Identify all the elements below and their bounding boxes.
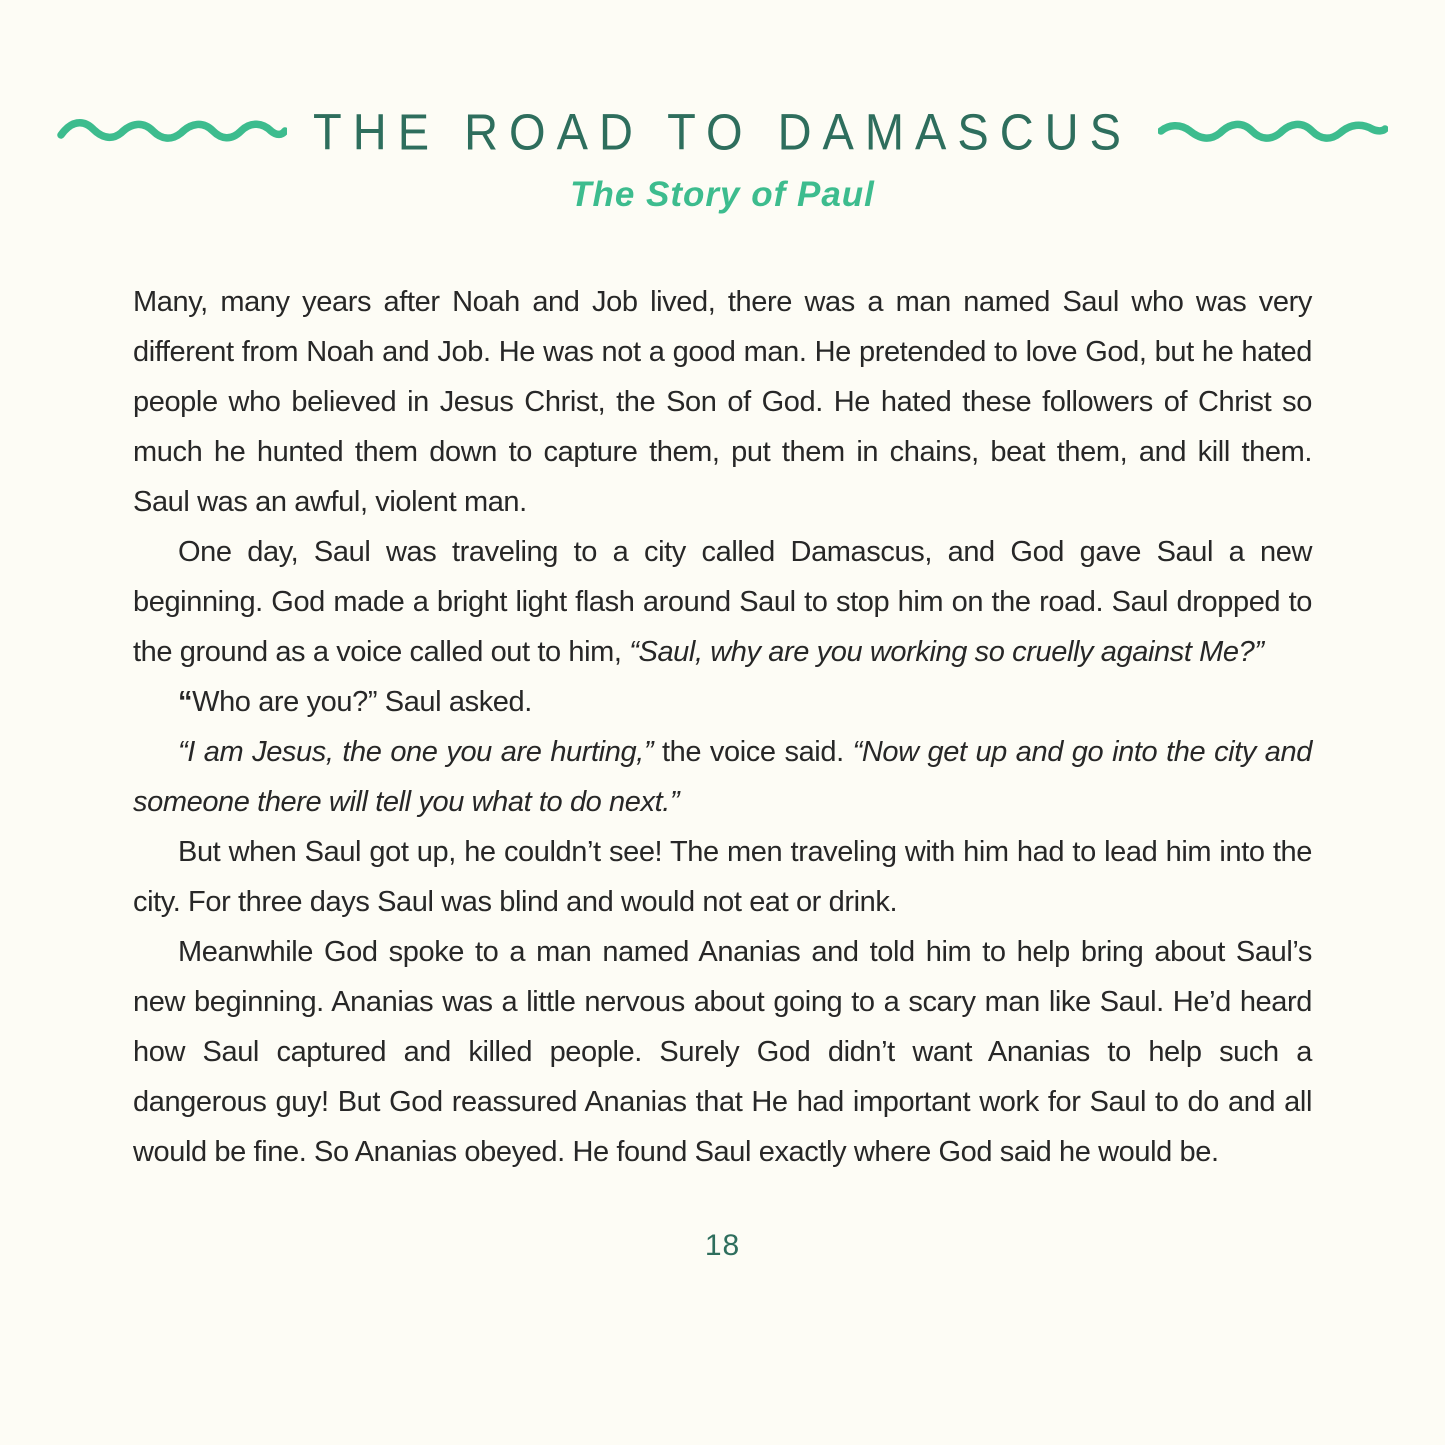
text-run: Who are you?” Saul asked. (192, 686, 532, 718)
wave-divider-left-icon (57, 115, 287, 149)
story-paragraph (133, 277, 1312, 527)
text-run-italic: “I am Jesus, the one you are hurting,” (178, 736, 654, 768)
story-paragraph (133, 677, 1312, 727)
text-run: One day, Saul was traveling to a city called Damascus, and God gave Saul a new beginning. God made a bright light flash around Saul to stop him on the road. Saul dropped to the ground as a voice called out to him, (133, 536, 1312, 668)
text-run-bold: “ (178, 686, 193, 718)
text-run: Many, many years after Noah and Job lived, there was a man named Saul who was very different from Noah and Job. He was not a good man. He pretended to love God, but he hated people who believed in Jesus Christ, the Son of God. He hated these followers of Christ so much he hunted them down to capture them, put them in chains, beat them, and kill them. Saul was an awful, violent man. (133, 286, 1312, 518)
text-run: the voice said. (653, 736, 853, 768)
text-run-italic: “Saul, why are you working so cruelly against Me?” (629, 636, 1264, 668)
text-run: But when Saul got up, he couldn’t see! The men traveling with him had to lead him into the city. For three days Saul was blind and would not eat or drink. (133, 836, 1312, 918)
story-paragraph (133, 827, 1312, 927)
story-paragraph (133, 727, 1312, 827)
story-paragraph (133, 527, 1312, 677)
page-number: 18 (704, 1229, 741, 1262)
page-footer (133, 1229, 1312, 1263)
title-row (133, 104, 1312, 159)
page-subtitle: The Story of Paul (570, 175, 875, 214)
page-title: THE ROAD TO DAMASCUS (313, 102, 1132, 161)
wave-divider-right-icon (1158, 115, 1388, 149)
chapter-header (133, 104, 1312, 215)
text-run-italic: “Now get up and go into the city and someone there will tell you what to do next.” (133, 736, 1312, 818)
story-text (133, 277, 1312, 1177)
story-paragraph (133, 927, 1312, 1177)
text-run: Meanwhile God spoke to a man named Ananias and told him to help bring about Saul’s new beginning. Ananias was a little nervous about going to a scary man like Saul. He’d heard how Saul captured and killed people. Surely God didn’t want Ananias to help such a dangerous guy! But God reassured Ananias that He had important work for Saul to do and all would be fine. So Ananias obeyed. He found Saul exactly where God said he would be. (133, 936, 1312, 1168)
